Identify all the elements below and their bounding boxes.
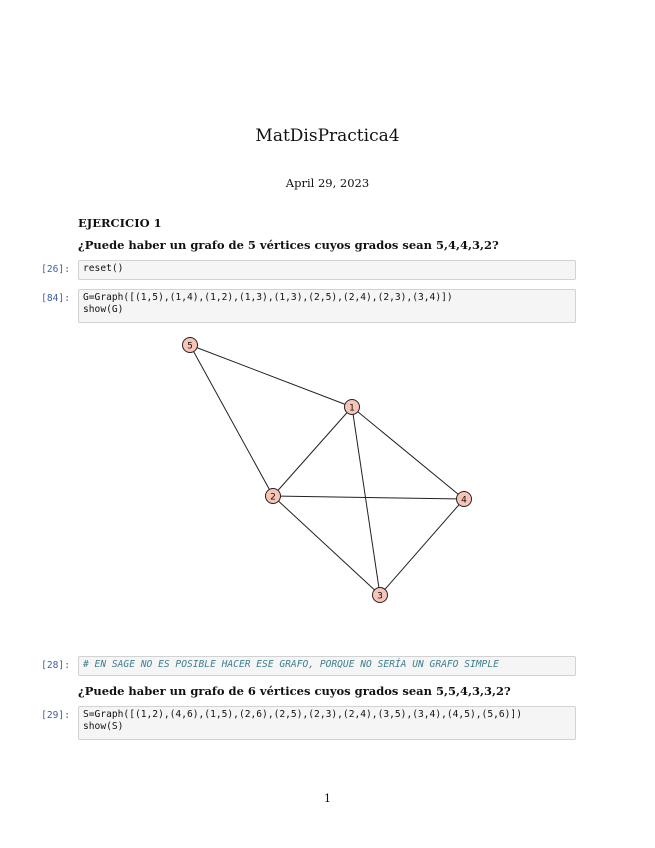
document-title: MatDisPractica4 (255, 126, 400, 146)
graph-vertex-label: 5 (187, 341, 193, 352)
graph-vertex-5 (183, 338, 198, 353)
graph-edge-3-4 (380, 499, 464, 595)
graph-vertex-4 (457, 492, 472, 507)
code-cell-comment[interactable]: # EN SAGE NO ES POSIBLE HACER ESE GRAFO, PORQUE NO SERÍA UN GRAFO SIMPLE (78, 656, 576, 676)
graph-vertex-label: 1 (349, 403, 355, 414)
section-heading: EJERCICIO 1 (78, 216, 162, 230)
graph-vertex-3 (373, 588, 388, 603)
question-1: ¿Puede haber un grafo de 5 vértices cuyos grados sean 5,4,4,3,2? (78, 238, 499, 252)
graph-vertex-2 (266, 489, 281, 504)
graph-edges (190, 345, 464, 595)
cell-prompt: [28]: (41, 660, 70, 671)
cell-prompt: [26]: (41, 264, 70, 275)
graph-vertex-label: 4 (461, 495, 467, 506)
graph-edge-2-5 (190, 345, 273, 496)
code-cell[interactable]: G=Graph([(1,5),(1,4),(1,2),(1,3),(1,3),(2,5),(2,4),(2,3),(3,4)]) show(G) (78, 289, 576, 323)
cell-prompt: [84]: (41, 293, 70, 304)
graph-vertex-1 (345, 400, 360, 415)
graph-edge-2-3 (273, 496, 380, 595)
graph-edge-2-4 (273, 496, 464, 499)
code-cell[interactable]: reset() (78, 260, 576, 280)
cell-prompt: [29]: (41, 710, 70, 721)
graph-edge-1-5 (190, 345, 352, 407)
graph-edge-1-3 (352, 407, 380, 595)
graph-vertex-label: 2 (270, 492, 276, 503)
page-number: 1 (324, 792, 331, 805)
code-cell[interactable]: S=Graph([(1,2),(4,6),(1,5),(2,6),(2,5),(2,3),(2,4),(3,5),(3,4),(4,5),(5,6)]) show(S) (78, 706, 576, 740)
graph-vertex-label: 3 (377, 591, 383, 602)
graph-edge-1-2 (273, 407, 352, 496)
question-2: ¿Puede haber un grafo de 6 vértices cuyos grados sean 5,5,4,3,3,2? (78, 684, 511, 698)
graph-edge-1-4 (352, 407, 464, 499)
document-date: April 29, 2023 (285, 176, 370, 190)
